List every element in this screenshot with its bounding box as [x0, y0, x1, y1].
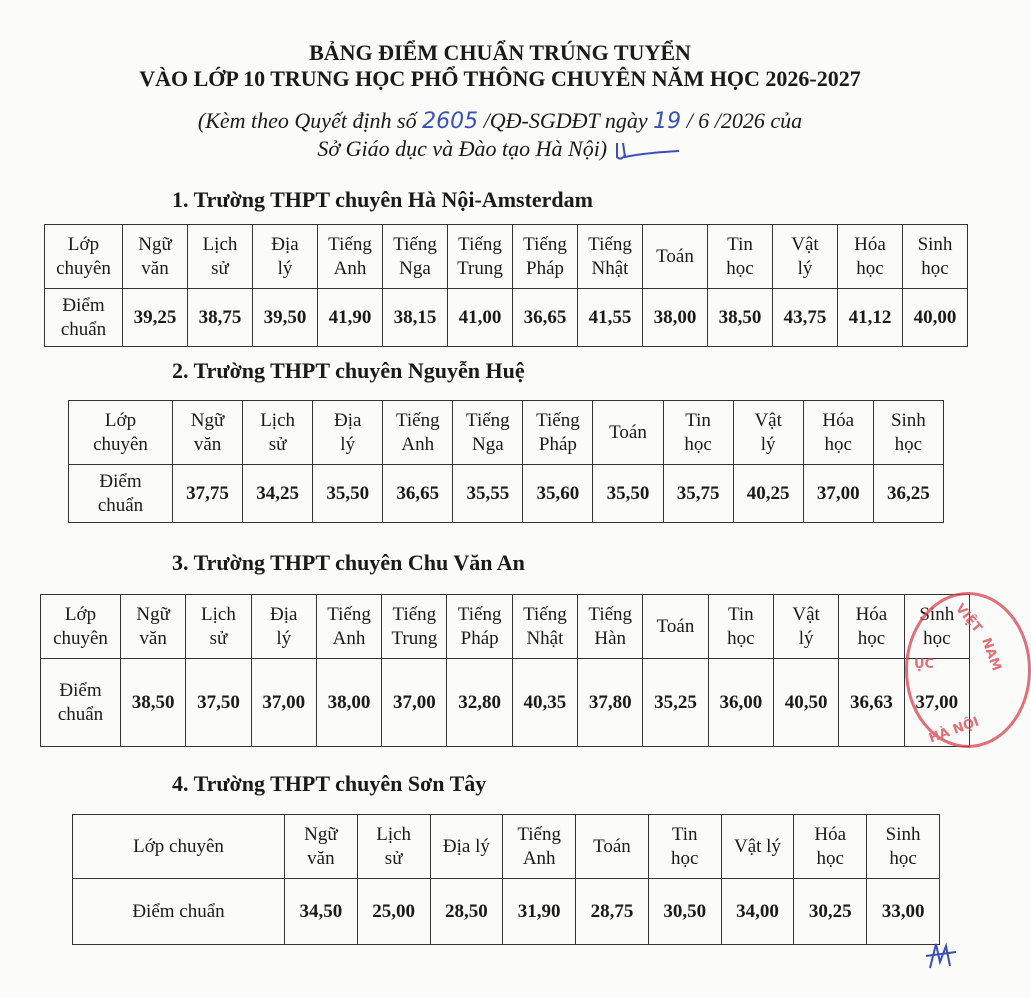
section-heading-hanoi-amsterdam: 1. Trường THPT chuyên Hà Nội-Amsterdam [172, 187, 593, 212]
subject-header [593, 401, 663, 465]
subject-header-line: Tiếng [327, 603, 371, 625]
score-cell: 38,50 [121, 659, 186, 747]
subject-header-line: học [923, 627, 951, 649]
row-label-score-line: Điểm [59, 679, 102, 701]
subject-header [318, 225, 383, 289]
score-cell: 30,25 [794, 879, 867, 945]
score-cell: 38,50 [708, 289, 773, 347]
row-label-subject-line: Lớp [67, 233, 100, 255]
subject-header [513, 225, 578, 289]
subject-header-line: học [921, 257, 949, 279]
subject-header [708, 595, 773, 659]
subject-header-line: Địa [333, 409, 362, 431]
score-cell: 32,80 [447, 659, 512, 747]
subject-header-line: học [727, 627, 755, 649]
score-cell: 31,90 [503, 879, 576, 945]
subject-header-line: học [816, 847, 844, 869]
decision-text-2: /QĐ-SGDĐT ngày [483, 108, 648, 133]
subject-header-line: Anh [333, 257, 367, 279]
subject-header-line: Toán [593, 835, 631, 857]
score-cell: 28,75 [576, 879, 649, 945]
row-label-subject-line: chuyên [56, 257, 111, 279]
subject-header-line: Địa lý [442, 835, 490, 857]
subject-header [383, 225, 448, 289]
subject-header-line: lý [760, 433, 776, 455]
subject-header-line: Anh [401, 433, 435, 455]
score-cell: 37,00 [904, 659, 969, 747]
subject-header-line: lý [798, 627, 814, 649]
subject-header-line: Địa [270, 603, 298, 625]
subject-header [316, 595, 381, 659]
score-cell: 38,00 [316, 659, 381, 747]
subject-header-line: Tiếng [588, 603, 633, 625]
subject-header-line: Tiếng [466, 409, 510, 431]
score-cell: 36,65 [513, 289, 578, 347]
section-heading-son-tay: 4. Trường THPT chuyên Sơn Tây [172, 771, 487, 796]
subject-header [904, 595, 969, 659]
subject-header-line: Toán [656, 615, 695, 637]
subject-header [643, 225, 708, 289]
score-table-hanoi-amsterdam [44, 224, 968, 347]
score-cell: 38,00 [643, 289, 708, 347]
score-cell: 35,50 [593, 465, 663, 523]
seal-text-1: ỤC [914, 657, 935, 672]
row-label-score [69, 465, 173, 523]
subject-header [663, 401, 733, 465]
subject-header [121, 595, 186, 659]
subject-header-line: sử [268, 433, 287, 455]
subject-header-line: Nhật [526, 627, 564, 649]
score-cell: 35,55 [453, 465, 523, 523]
subject-header-line: Vật lý [733, 835, 781, 857]
score-cell: 41,00 [448, 289, 513, 347]
subject-header [773, 225, 838, 289]
subject-header [578, 595, 643, 659]
row-label-subject-line: chuyên [93, 433, 148, 455]
subject-header-line: Hóa [814, 823, 847, 845]
subject-header [512, 595, 577, 659]
row-label-subject-line: Lớp [64, 603, 97, 625]
initial-signature-icon [613, 139, 683, 163]
seal-text-3: HÀ NỘI [927, 714, 982, 747]
subject-header-line: học [856, 257, 884, 279]
subject-header [243, 401, 313, 465]
subject-header-line: Nga [472, 433, 504, 455]
subject-header [708, 225, 773, 289]
subject-header [648, 815, 721, 879]
subject-header-line: Tin [727, 603, 754, 625]
score-cell: 39,25 [123, 289, 188, 347]
score-cell: 35,25 [643, 659, 708, 747]
subject-header-line: học [889, 847, 917, 869]
row-label-subject-line: Lớp [104, 409, 137, 431]
subject-header-line: Ngữ [136, 603, 170, 625]
subject-header-line: học [684, 433, 712, 455]
subject-header-line: Sinh [917, 233, 953, 255]
subject-header-line: Toán [609, 421, 647, 443]
subject-header [251, 595, 316, 659]
subject-header-line: Tiếng [328, 233, 372, 255]
row-label-subject-line: Lớp chuyên [133, 835, 224, 857]
subject-header-line: Địa [271, 233, 299, 255]
subject-header [523, 401, 593, 465]
subject-header-line: Ngữ [190, 409, 225, 431]
subject-header-line: sử [209, 627, 228, 649]
subject-header-line: Pháp [538, 433, 577, 455]
score-cell: 38,15 [383, 289, 448, 347]
subject-header [253, 225, 318, 289]
subject-header-line: học [824, 433, 852, 455]
subject-header-line: Sinh [885, 823, 921, 845]
subject-header-line: Tin [685, 409, 711, 431]
score-cell: 36,25 [873, 465, 943, 523]
score-cell: 41,55 [578, 289, 643, 347]
subject-header-line: Hàn [594, 627, 627, 649]
row-label-score-line: Điểm chuẩn [132, 900, 225, 922]
subject-header [903, 225, 968, 289]
subject-header-line: lý [276, 627, 292, 649]
subject-header-line: Lịch [376, 823, 412, 845]
decision-text-3: / 6 /2026 của [686, 108, 803, 133]
subject-header-line: Lịch [202, 233, 238, 255]
subject-header [285, 815, 358, 879]
row-label-score-line: Điểm [99, 470, 142, 492]
score-cell: 43,75 [773, 289, 838, 347]
score-cell: 40,50 [773, 659, 838, 747]
decision-text-1: (Kèm theo Quyết định số [197, 108, 417, 133]
document-title: BẢNG ĐIỂM CHUẨN TRÚNG TUYỂN [309, 40, 691, 65]
subject-header [382, 595, 447, 659]
subject-header-line: Tiếng [457, 603, 502, 625]
document-subtitle: VÀO LỚP 10 TRUNG HỌC PHỔ THÔNG CHUYÊN NĂM HỌC 2026-2027 [139, 66, 861, 91]
subject-header-line: học [670, 847, 699, 869]
score-table-chu-van-an [40, 594, 970, 747]
score-cell: 37,80 [578, 659, 643, 747]
subject-header-line: Nhật [591, 257, 629, 279]
subject-header-line: Lịch [260, 409, 296, 431]
subject-header [430, 815, 503, 879]
subject-header [188, 225, 253, 289]
subject-header-line: Lịch [201, 603, 236, 625]
row-label-subject [41, 595, 121, 659]
row-label-score-line: chuẩn [97, 494, 144, 516]
row-label-subject [73, 815, 285, 879]
subject-header [803, 401, 873, 465]
score-cell: 37,75 [173, 465, 243, 523]
subject-header-line: văn [139, 627, 167, 649]
subject-header [643, 595, 708, 659]
row-label-score-line: chuẩn [57, 703, 104, 725]
score-cell: 35,75 [663, 465, 733, 523]
subject-header-line: lý [340, 433, 356, 455]
subject-header-line: Tin [727, 233, 753, 255]
subject-header [794, 815, 867, 879]
decision-day: 19 [653, 109, 682, 134]
issuing-authority [0, 136, 1000, 163]
score-cell: 41,90 [318, 289, 383, 347]
score-cell: 37,00 [251, 659, 316, 747]
subject-header [578, 225, 643, 289]
score-cell: 37,00 [382, 659, 447, 747]
seal-text-2: NAM [978, 636, 1004, 673]
subject-header-line: Sinh [890, 409, 926, 431]
row-label-score [45, 289, 123, 347]
subject-header-line: Trung [391, 627, 438, 649]
row-label-score [41, 659, 121, 747]
page-initial-signature-icon [922, 938, 962, 974]
score-cell: 35,60 [523, 465, 593, 523]
score-cell: 36,00 [708, 659, 773, 747]
subject-header-line: Vật [792, 603, 820, 625]
subject-header-line: Hóa [855, 603, 888, 625]
score-cell: 37,50 [186, 659, 251, 747]
subject-header-line: Tiếng [393, 233, 437, 255]
subject-header-line: lý [277, 257, 293, 279]
score-cell: 34,50 [285, 879, 358, 945]
subject-header [447, 595, 512, 659]
subject-header-line: Trung [457, 257, 503, 279]
subject-header-line: Nga [399, 257, 431, 279]
subject-header-line: Toán [656, 245, 694, 267]
score-cell: 34,00 [721, 879, 794, 945]
subject-header [383, 401, 453, 465]
score-cell: 33,00 [867, 879, 940, 945]
score-cell: 25,00 [357, 879, 430, 945]
decision-reference [0, 108, 1000, 134]
subject-header-line: văn [307, 847, 335, 869]
subject-header [313, 401, 383, 465]
subject-header-line: học [857, 627, 886, 649]
score-cell: 40,35 [512, 659, 577, 747]
subject-header-line: lý [797, 257, 813, 279]
row-label-subject [45, 225, 123, 289]
subject-header [173, 401, 243, 465]
subject-header-line: văn [193, 433, 222, 455]
row-label-subject [69, 401, 173, 465]
subject-header-line: sử [211, 257, 229, 279]
subject-header [123, 225, 188, 289]
score-cell: 35,50 [313, 465, 383, 523]
subject-header-line: Pháp [526, 257, 564, 279]
subject-header-line: Hóa [822, 409, 855, 431]
score-cell: 39,50 [253, 289, 318, 347]
score-table-nguyen-hue [68, 400, 944, 523]
subject-header [733, 401, 803, 465]
subject-header [773, 595, 838, 659]
subject-header [357, 815, 430, 879]
subject-header [838, 225, 903, 289]
section-heading-chu-van-an: 3. Trường THPT chuyên Chu Văn An [172, 550, 525, 575]
score-cell: 36,65 [383, 465, 453, 523]
score-cell: 37,00 [803, 465, 873, 523]
score-cell: 40,25 [733, 465, 803, 523]
score-cell: 41,12 [838, 289, 903, 347]
subject-header-line: Vật [791, 233, 819, 255]
subject-header-line: học [894, 433, 923, 455]
score-cell: 28,50 [430, 879, 503, 945]
subject-header [186, 595, 251, 659]
decision-number: 2605 [422, 109, 479, 134]
subject-header-line: Tiếng [458, 233, 502, 255]
subject-header-line: Ngữ [138, 233, 172, 255]
subject-header [873, 401, 943, 465]
row-label-score-line: chuẩn [60, 318, 107, 340]
subject-header [448, 225, 513, 289]
subject-header-line: Vật [754, 409, 782, 431]
subject-header [453, 401, 523, 465]
subject-header-line: Anh [332, 627, 366, 649]
subject-header-line: Tiếng [517, 823, 561, 845]
subject-header-line: Tiếng [536, 409, 580, 431]
subject-header-line: Ngữ [304, 823, 338, 845]
subject-header-line: Sinh [919, 603, 955, 625]
subject-header-line: văn [141, 257, 169, 279]
score-cell: 40,00 [903, 289, 968, 347]
row-label-score [73, 879, 285, 945]
subject-header-line: Tiếng [523, 603, 567, 625]
subject-header [503, 815, 576, 879]
subject-header-line: Hóa [854, 233, 886, 255]
seal-text-4: VIỆT [952, 601, 985, 636]
row-label-score-line: Điểm [62, 294, 105, 316]
subject-header-line: Anh [522, 847, 556, 869]
score-cell: 36,63 [839, 659, 904, 747]
subject-header [721, 815, 794, 879]
score-table-son-tay [72, 814, 940, 945]
score-cell: 30,50 [648, 879, 721, 945]
subject-header-line: Tiếng [588, 233, 632, 255]
score-cell: 38,75 [188, 289, 253, 347]
section-heading-nguyen-hue: 2. Trường THPT chuyên Nguyễn Huệ [172, 358, 525, 383]
subject-header [867, 815, 940, 879]
subject-header-line: Tiếng [392, 603, 437, 625]
subject-header-line: Tin [671, 823, 698, 845]
subject-header-line: học [726, 257, 754, 279]
subject-header-line: Tiếng [523, 233, 567, 255]
score-cell: 34,25 [243, 465, 313, 523]
subject-header [839, 595, 904, 659]
subject-header-line: sử [384, 847, 403, 869]
subject-header-line: Tiếng [395, 409, 440, 431]
row-label-subject-line: chuyên [53, 627, 108, 649]
issuing-authority-text: Sở Giáo dục và Đào tạo Hà Nội) [317, 136, 608, 161]
subject-header-line: Pháp [460, 627, 499, 649]
subject-header [576, 815, 649, 879]
